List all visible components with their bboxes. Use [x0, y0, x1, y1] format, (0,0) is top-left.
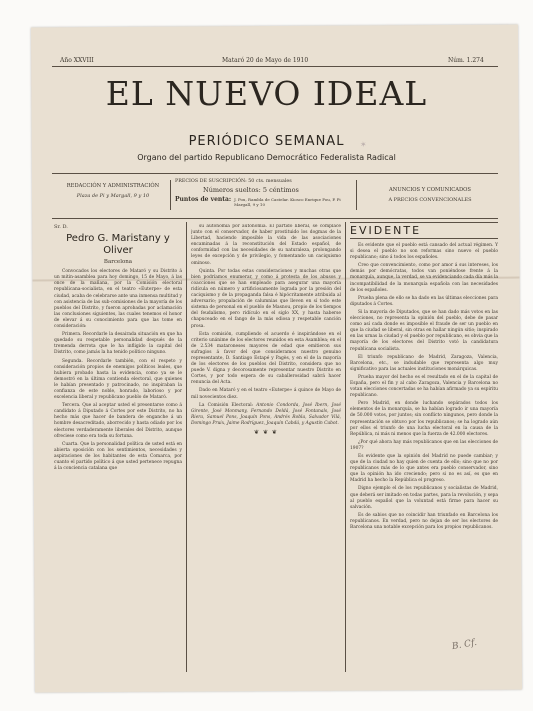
- article-paragraph: Creo que convencimiento, como por amor á sus intereses, los demás por demócratas, todos van poniéndose frente á la monarquía, aunque, la verdad, se va evidenciando cada día más la incompatibilidad de la monarquía española con las necesidades de los españoles.: [350, 263, 498, 293]
- letter-column: [54, 224, 182, 672]
- article-paragraph: Es evidente que la opinión del Madrid no puede cambiar; y que de la ciudad no hay quien de cuenta de ello; sino que no por republicanos más de lo que antes era pueblo conservador, sino que la opinión ha ido creciendo; pero si no es así, es que en Madrid ha hecho la República el progreso.: [350, 454, 498, 484]
- column-divider-1: [186, 222, 187, 672]
- letter-paragraph: Segunda. Recordarle también, con el respeto y consideración propios de enemigos políticos leales, que hubiera probado hasta la evidencia, como ya se le demostró en la última contienda electoral, que quienes le habían presentado y patrocinado, no inspiraban la confianza de este noble, honrado, laborioso y por excelencia liberal y republicano pueblo de Mataró.: [54, 358, 182, 401]
- ads-box: [360, 187, 500, 203]
- ads-title: ANUNCIOS Y COMUNICADOS: [389, 187, 471, 193]
- info-rule: [52, 218, 498, 219]
- ads-text: A PRECIOS CONVENCIONALES: [388, 197, 472, 203]
- commission-names: Antonio Condorda, José Ibern, José Girente, José Monmany, Fernando Deldá, José Fontanals, José Riera, Samuel Pons, Joaquín Pons, Andrés Robla, Salvador Vilá, Domingo Pruix, Jaime Rodríguez, Joaquín Cabdá, y Agustín Cabot.: [191, 402, 341, 426]
- letter-city: Barcelona: [103, 259, 133, 266]
- sale-points-label: Puntos de venta:: [175, 196, 232, 203]
- article-paragraph: Es de sabios que no coincidir han triunfado en Barcelona los republicanos. En verdad, pero no dejan de ser los electores de Barcelona una notable excepción para los propios republicanos.: [350, 512, 498, 531]
- article-paragraph: Es evidente que el pueblo está cansado del actual régimen. Y si desea el pueblo no son reformas sino nuevo el pueblo republicano; sino á todos los españoles.: [350, 243, 498, 261]
- ornament-divider: ❦ ❦ ❦: [254, 429, 278, 436]
- issue-year: Año XXVIII: [60, 57, 94, 64]
- prices-title: PRECIOS DE SUSCRIPCIÓN: 50 cts. mensuales: [175, 179, 292, 184]
- commission-label: La Comisión Electoral:: [199, 402, 254, 408]
- middle-paragraph: su autonomía por autonomía. El partido liberal, se complace junto con el conservador, de haber prostituido los dogmas de la Libertad, haciendo imposible la vida de las asociaciones encaminadas á la reconstitución del Estado español, de conformidad con las necesidades de su naturaleza, prolongando leyes de excepción y de privilegio, y fomentando un caciquismo ominoso.: [191, 224, 341, 266]
- redaction-title: REDACCIÓN Y ADMINISTRACIÓN: [66, 183, 160, 189]
- article-paragraph: ¿Por qué ahora hay más republicanos que en las elecciones de 1907?: [350, 439, 498, 451]
- info-divider-1: [170, 180, 171, 210]
- letter-paragraph: Tercera. Que al aceptar usted el presentarse como á candidato á Diputado á Cortes por este Distrito, no ha hecho más que hacer de bandera de enganche á un hombre desacreditado, aborrecido y hasta odiado por los electores verdaderamente liberales del Distrito, aunque ofreciese como era toda su fortuna.: [54, 403, 182, 439]
- header-rule-top: [52, 66, 498, 67]
- column-divider-2: [345, 222, 346, 672]
- middle-paragraph: Quinta. Por todas estas consideraciones y muchas otras que bien podríamos enumerar, y como á protesta de los abusos y coacciones que se han empleado para asegurar una mayoría ridícula en número y artificiosamente lograda por la presión del caciquismo y de la propaganda falsa é hipócritamente atribuida al adversario; propalación de calumnias que lleven en sí todo este sistema de personal en el pueblo de Masnou, propio de los tiempos del feudalismo, pero ridículo en el siglo XX, y hasta haberse chapuceado en el fango de la más odiosa y respetable canción prosa.: [191, 268, 341, 329]
- middle-paragraph: Esta comisión, cumpliendo el acuerdo é inspirándose en el criterio unánime de los electores reunidos en esta Asamblea; en el de 2.534 mataroneses mayores de edad que emitieron sus sufragios á favor del que consideramos nuestro genuino representante, D. Santiago Estapé y Pagès, y en el de la mayoría de los electores de los pueblos del Distrito, considera que no puede V. digna y decorosamente representar nuestro Distrito en Cortes, y por todo espera de su caballerosidad sabrá hacer renuncia del Acta.: [191, 331, 341, 386]
- faded-stamp: ✶: [359, 139, 368, 150]
- article-paragraph: Pero Madrid, en donde luchando sepárados todos los elementos de la monarquía, se ha habían logrado ir una mayoría de 50.000 votos, por juntos; sin conflicto ningunos, pero donde la representación se obtuvo por los republicanos; se ha logrado aún por ellos el triunfo de una lucha electoral en la causa de la República, ni más ni menos que la fuerza de 42.000 electores.: [350, 401, 498, 437]
- letter-recipient: Pedro G. Maristany y Oliver: [66, 233, 170, 257]
- redaction-box: [52, 183, 174, 199]
- middle-paragraph: Dado en Mataró y en el teatro «Euterpe» á quince de Mayo de mil novecientos diez.: [191, 388, 341, 400]
- prices-box: [175, 179, 350, 207]
- middle-column: [191, 224, 341, 672]
- issue-date: Mataró 20 de Mayo de 1910: [222, 57, 309, 64]
- header-rule-bottom: [52, 173, 498, 174]
- sale-points-text: J. Pou, Rambla de Castelar. Kiosco Enrique Pou, P. Pi Margall, 9 y 10: [234, 197, 341, 207]
- article-paragraph: Prueba plena de ello se ha dado en las últimas elecciones para diputados á Cortes.: [350, 295, 498, 307]
- article-paragraph: Digno ejemplo el de los republicanos y socialistas de Madrid, que deberá ser imitado en todas partes, para la revolución, y sepa al pueblo español que la voluntad está firme para hacer su salvación.: [350, 486, 498, 510]
- info-divider-2: [356, 180, 357, 210]
- article-paragraph: El triunfo republicano de Madrid, Zaragoza, Valencia, Barcelona, etc., se indudable que representa algo muy significativo para las actuales instituciones monárquicas.: [350, 354, 498, 372]
- letter-paragraph: Convocados los electores de Mataró y su Distrito á un mitin-asamblea para hoy domingo, 15 de Mayo, á las once de la mañana, por la Comisión electoral republicana-socialista, en el teatro «Euterpe» de esta ciudad, acaba de celebrarse ante una inmensa multitud y con asistencia de las sub-comisiones de la mayoría de los pueblos del Distrito, y fueron aprobadas por aclamación las conclusiones siguientes, las cuales tenemos el honor de elevar á su conocimiento para que las tome en consideración:: [54, 269, 182, 330]
- redaction-address: Plaza de Pi y Margall, 9 y 10: [76, 193, 150, 199]
- article-paragraph: Si la mayoría de Diputados, que se han dado más votos en las elecciones, no representa la opinión del pueblo, debe de pasar como así cada donde es imposible el fraude de ser un pueblo en que la ciudad se liberal, sin otras en hallar ningún sitio; inspirado en las urnas la ciudad y el pueblo por republicano, es obvia que la mayoría de los electores del Distrito votó la candidatura republicana socialista.: [350, 309, 498, 352]
- letter-paragraph: Cuarta. Que la personalidad política de usted está en abierta oposición con los sentimientos, necesidades y aspiraciones de los habitantes de esta Comarca, por cuanto el partido político á que usted pertenece repugna á la conciencia catalana que: [54, 441, 182, 472]
- handwritten-signature: B. Cf.: [451, 637, 478, 653]
- article-headline: EVIDENTE: [350, 224, 422, 237]
- article-paragraph: Prueba mayor del hecho es el resultado en el de la capital de España, pero el fin y al cabo Zaragoza, Valencia y Barcelona no votan elecciones concertadas se ha habían afirmado ya su espíritu republicano.: [350, 374, 498, 399]
- newspaper-tagline: Organo del partido Republicano Democrático Federalista Radical: [137, 153, 396, 162]
- right-column: [350, 222, 498, 662]
- letter-paragraph: Primera. Recordarle la desairada situación en que ha quedado su respetable personalidad después de la tremenda derrota que le ha infligido la capital del Distrito, como jamás la ha tenido político ninguno.: [54, 332, 182, 356]
- letter-salutation: Sr. D.: [54, 224, 68, 230]
- issue-number: Núm. 1.274: [448, 57, 484, 64]
- newspaper-title: EL NUEVO IDEAL: [105, 74, 428, 113]
- single-issue-price: Números sueltos: 5 céntimos: [203, 186, 299, 194]
- newspaper-subtitle: PERIÓDICO SEMANAL: [188, 134, 345, 149]
